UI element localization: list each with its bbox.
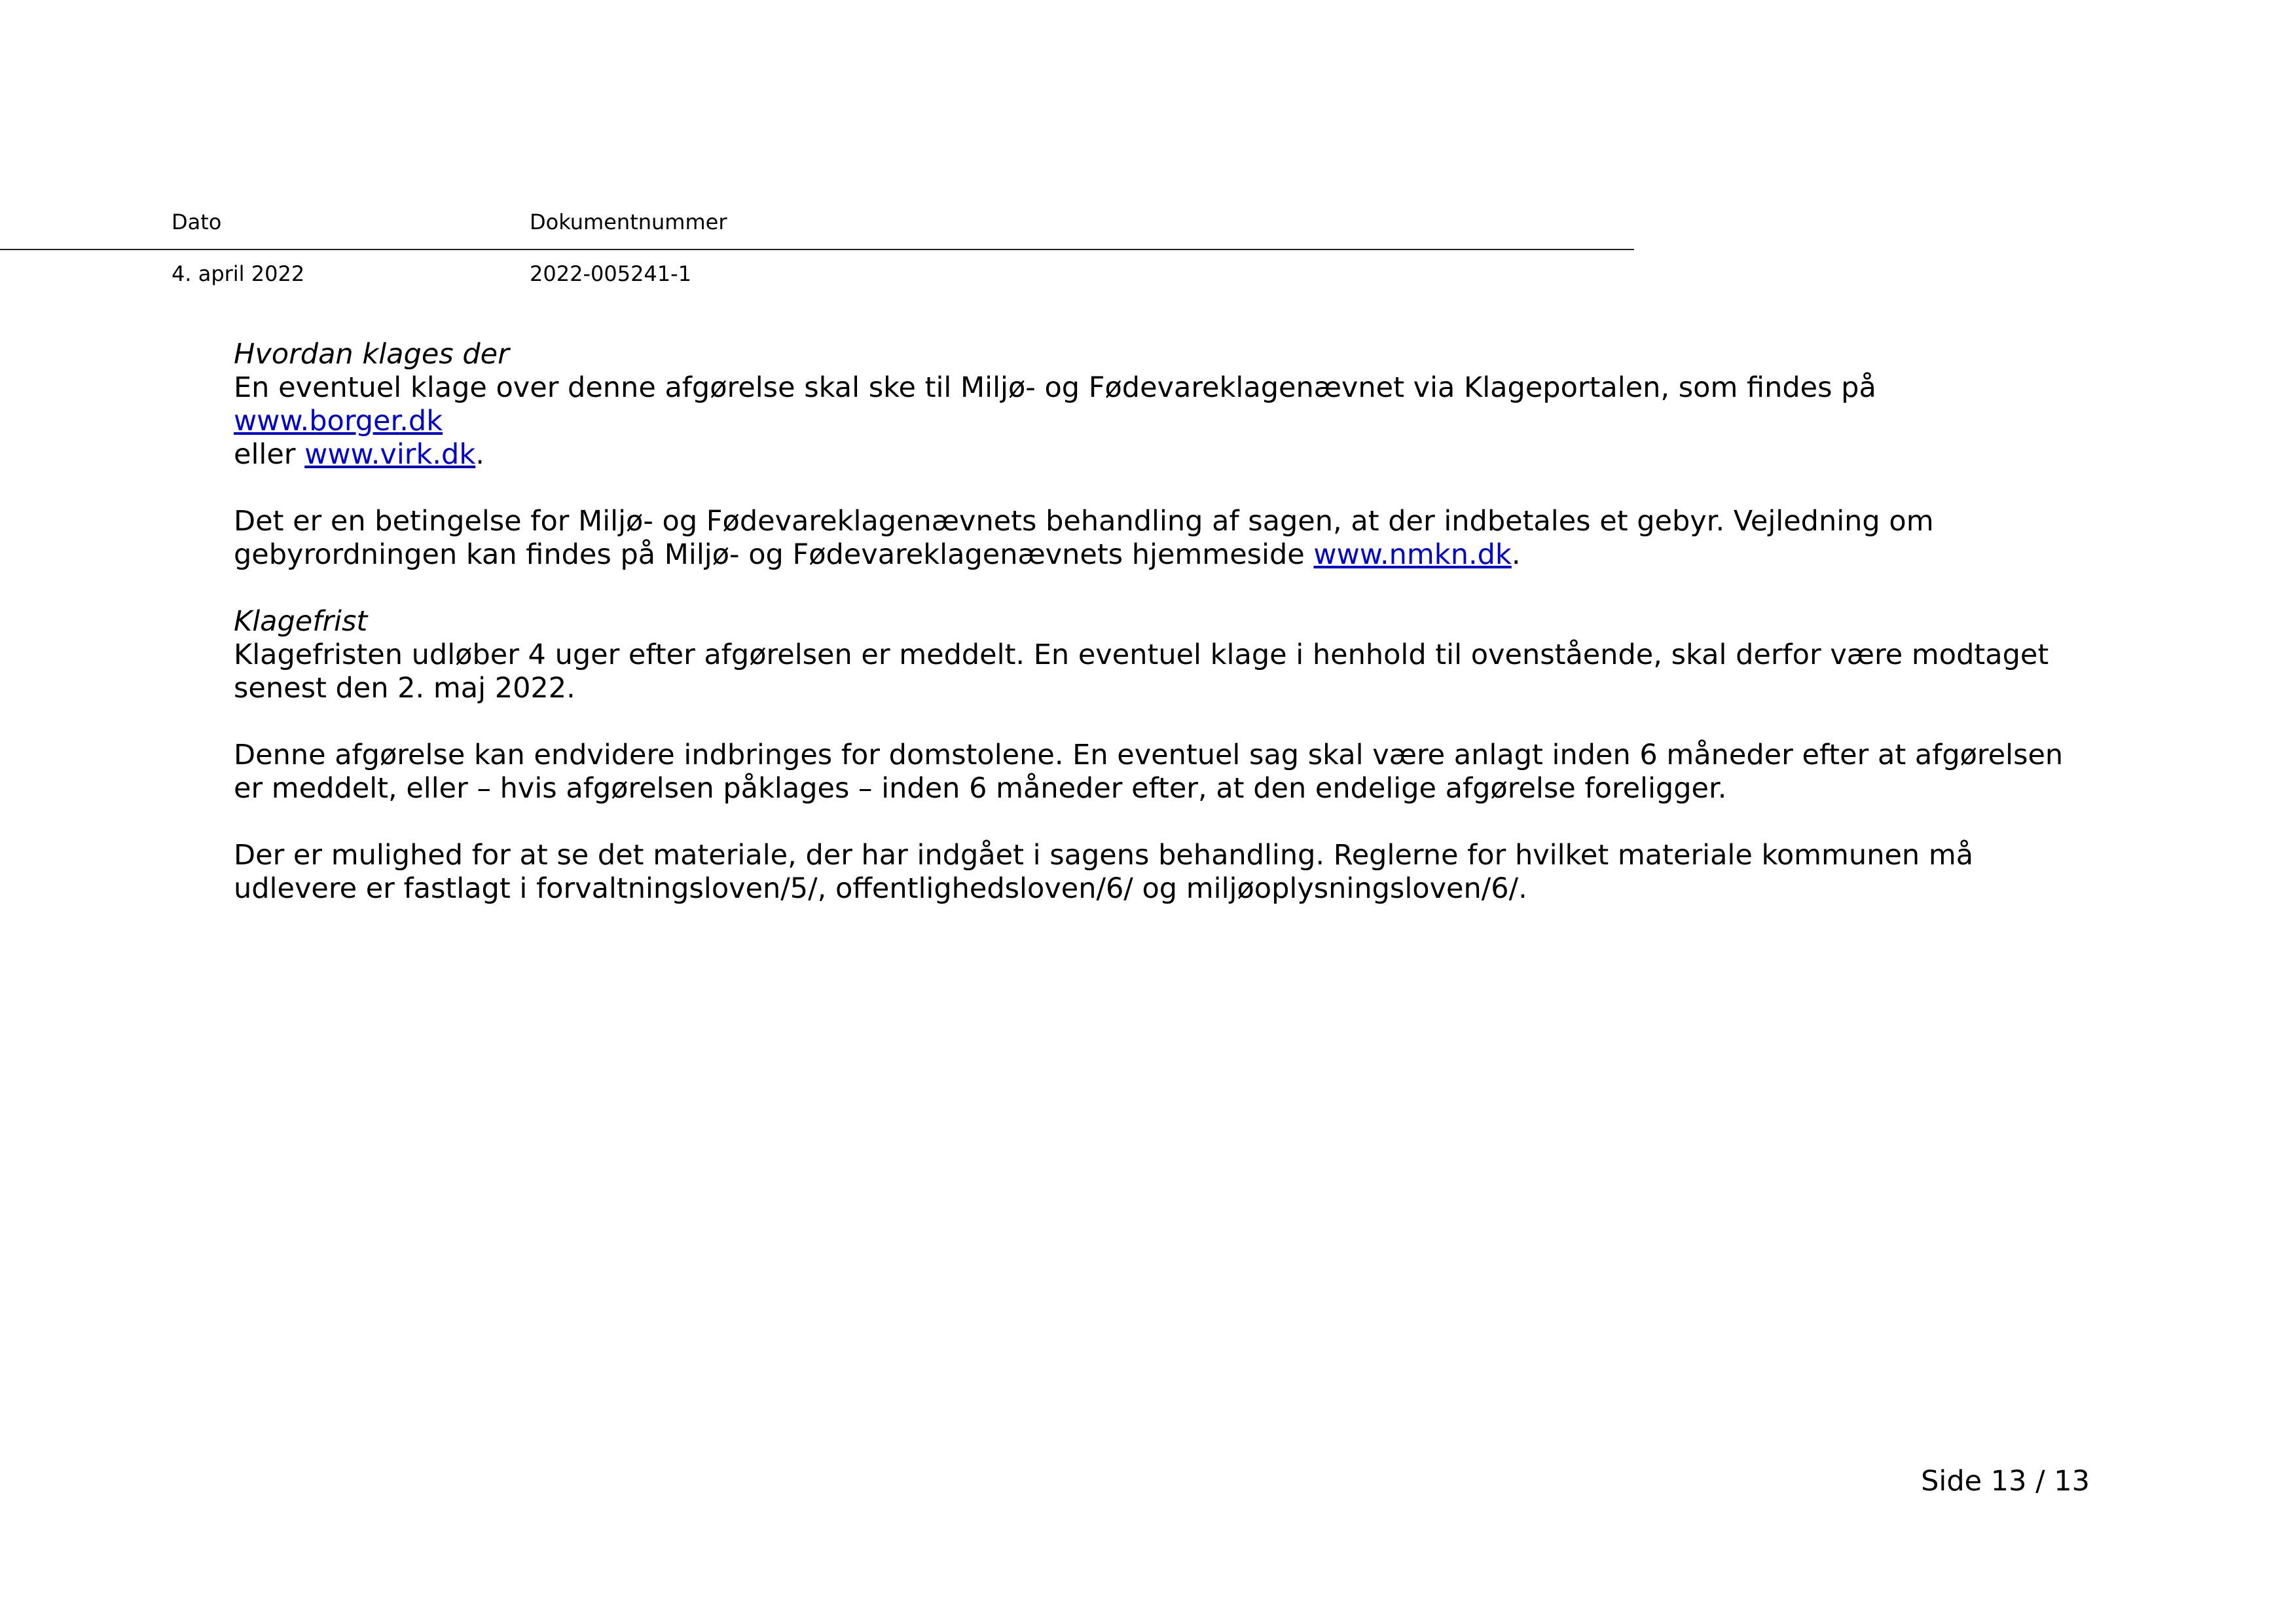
- nmkn-link[interactable]: www.nmkn.dk: [1313, 538, 1512, 571]
- date-label: Dato: [172, 210, 222, 234]
- deadline-heading: Klagefrist: [234, 605, 368, 638]
- document-body: [234, 338, 2086, 906]
- how-text-part-3: .: [475, 438, 484, 471]
- how-text-part-1: En eventuel klage over denne afgørelse skal ske til Miljø- og Fødevareklagenævnet via Klageportalen, som findes på: [234, 371, 1876, 404]
- fee-paragraph: [234, 505, 2086, 572]
- date-value: 4. april 2022: [172, 261, 305, 286]
- court-paragraph: Denne afgørelse kan endvidere indbringes for domstolene. En eventuel sag skal være anlagt inden 6 måneder efter at afgørelsen er meddelt, eller – hvis afgørelsen påklages – inden 6 måneder efter, at den endelige afgørelse foreligger.: [234, 739, 2064, 805]
- page-number: Side 13 / 13: [1921, 1465, 2090, 1498]
- how-to-complain-paragraph: [234, 371, 2086, 471]
- virk-link[interactable]: www.virk.dk: [304, 438, 476, 471]
- header-divider: [0, 249, 1634, 250]
- fee-text-part-2: .: [1511, 538, 1521, 571]
- borger-link[interactable]: www.borger.dk: [234, 405, 443, 437]
- document-number-value: 2022-005241-1: [530, 261, 692, 286]
- document-number-label: Dokumentnummer: [530, 210, 727, 234]
- material-access-paragraph: Der er mulighed for at se det materiale, der har indgået i sagens behandling. Reglerne for hvilket materiale kommunen må udlevere er fastlagt i forvaltningsloven/5/, offentlighedsloven/6/ og miljøoplysningsloven/6/.: [234, 839, 1974, 905]
- how-to-complain-heading: Hvordan klages der: [234, 338, 509, 371]
- deadline-paragraph: Klagefristen udløber 4 uger efter afgørelsen er meddelt. En eventuel klage i henhold til ovenstående, skal derfor være modtaget senest den 2. maj 2022.: [234, 638, 2049, 705]
- how-text-part-2: eller: [234, 438, 305, 471]
- fee-text-part-1: Det er en betingelse for Miljø- og Fødevareklagenævnets behandling af sagen, at der indbetales et gebyr. Vejledning om gebyrordningen kan findes på Miljø- og Fødevareklagenævnets hjemmeside: [234, 505, 1934, 571]
